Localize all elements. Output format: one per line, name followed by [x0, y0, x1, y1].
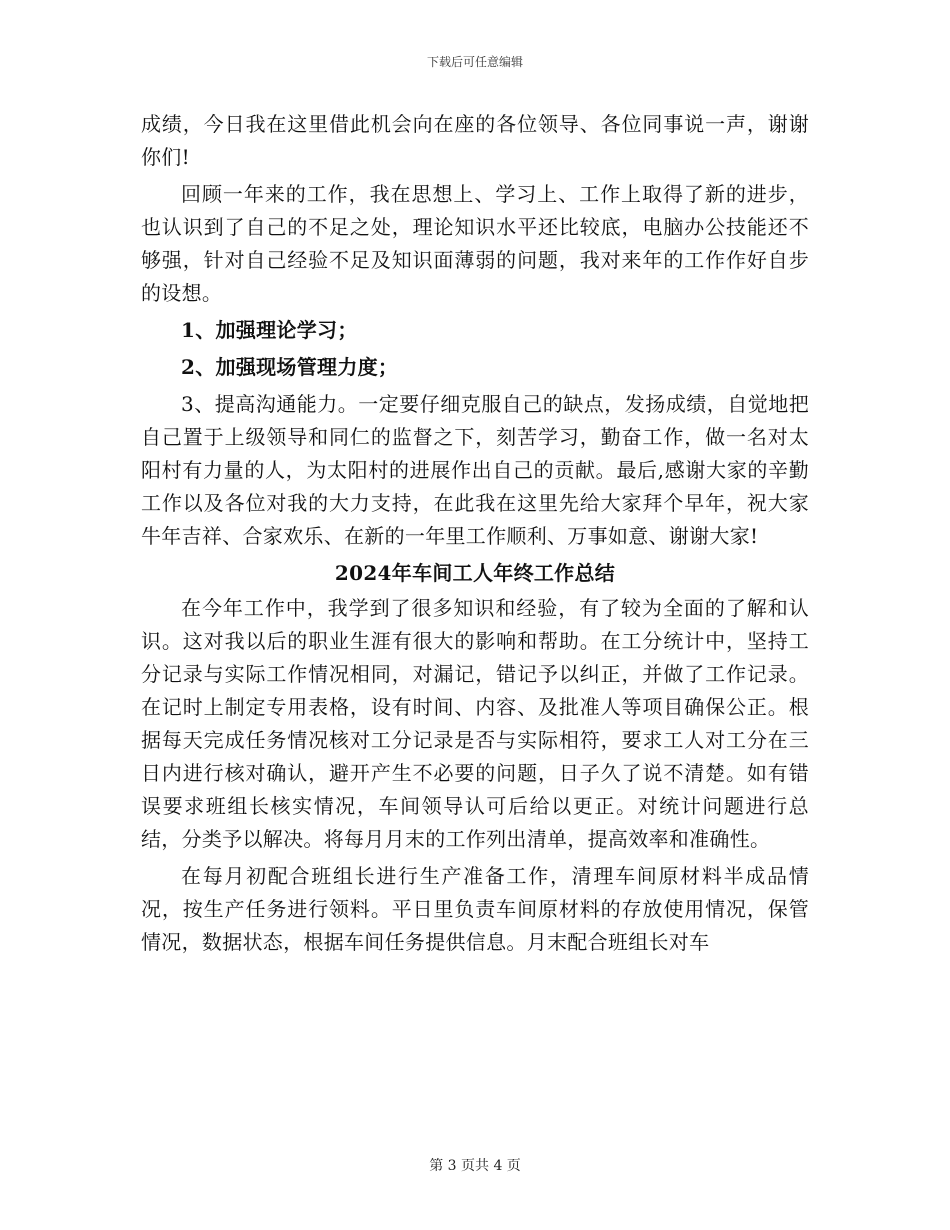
document-body [141, 108, 809, 963]
list-item-1: 1、加强理论学习； [181, 318, 358, 342]
paragraph-continuation: 成绩，今日我在这里借此机会向在座的各位领导、各位同事说一声，谢谢你们! [141, 112, 809, 169]
list-item-2: 2、加强现场管理力度； [181, 355, 399, 379]
list-item-3: 3、提高沟通能力。一定要仔细克服自己的缺点，发扬成绩，自觉地把自己置于上级领导和同仁的监督之下，刻苦学习，勤奋工作，做一名对太阳村有力量的人，为太阳村的进展作出自己的贡献。最后,感谢大家的辛勤工作以及各位对我的大力支持，在此我在这里先给大家拜个早年，祝大家牛年吉祥、合家欢乐、在新的一年里工作顺利、万事如意、谢谢大家! [141, 392, 809, 548]
section-paragraph-2: 在每月初配合班组长进行生产准备工作，清理车间原材料半成品情况，按生产任务进行领料。平日里负责车间原材料的存放使用情况，保管情况，数据状态，根据车间任务提供信息。月末配合班组长对车 [141, 864, 809, 954]
page-header: 下载后可任意编辑 [426, 55, 523, 69]
section-title: 2024年车间工人年终工作总结 [334, 561, 616, 585]
paragraph-review: 回顾一年来的工作，我在思想上、学习上、工作上取得了新的进步，也认识到了自己的不足之处，理论知识水平还比较底，电脑办公技能还不够强，针对自己经验不足及知识面薄弱的问题，我对来年的工作作好自步的设想。 [141, 182, 809, 305]
section-paragraph-1: 在今年工作中，我学到了很多知识和经验，有了较为全面的了解和认识。这对我以后的职业生涯有很大的影响和帮助。在工分统计中，坚持工分记录与实际工作情况相同，对漏记，错记予以纠正，并做了工作记录。在记时上制定专用表格，设有时间、内容、及批准人等项目确保公正。根据每天完成任务情况核对工分记录是否与实际相符，要求工人对工分在三日内进行核对确认，避开产生不必要的问题，日子久了说不清楚。如有错误要求班组长核实情况，车间领导认可后给以更正。对统计问题进行总结，分类予以解决。将每月月末的工作列出清单，提高效率和准确性。 [141, 596, 809, 851]
page-number: 第 3 页共 4 页 [429, 1158, 521, 1174]
